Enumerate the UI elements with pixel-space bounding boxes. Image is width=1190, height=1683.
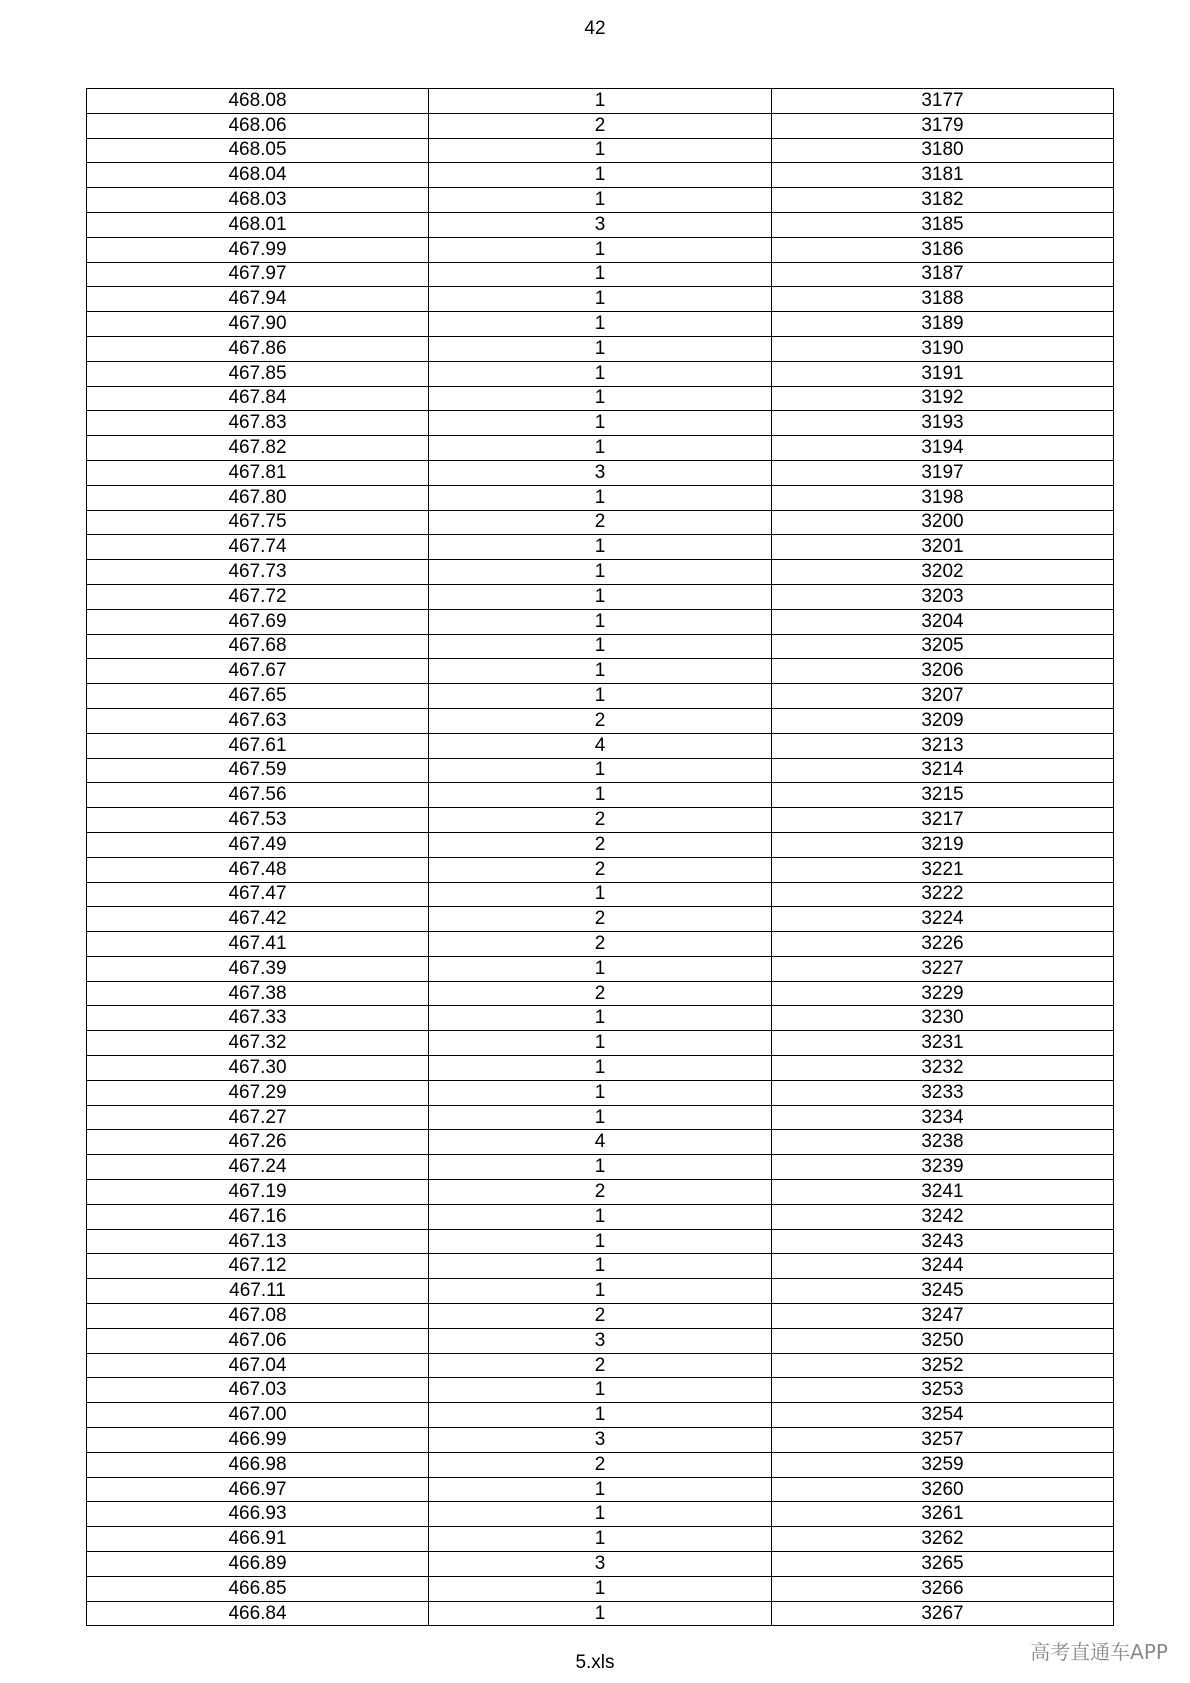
cumulative-cell: 3207: [772, 684, 1114, 709]
table-row: [87, 832, 1114, 857]
score-cell: 467.26: [87, 1130, 429, 1155]
count-cell: 1: [429, 684, 772, 709]
score-cell: 467.03: [87, 1378, 429, 1403]
score-cell: 467.06: [87, 1328, 429, 1353]
cumulative-cell: 3267: [772, 1601, 1114, 1626]
cumulative-cell: 3209: [772, 708, 1114, 733]
table-row: [87, 857, 1114, 882]
table-row: [87, 584, 1114, 609]
cumulative-cell: 3219: [772, 832, 1114, 857]
count-cell: 1: [429, 783, 772, 808]
score-cell: 467.19: [87, 1180, 429, 1205]
cumulative-cell: 3226: [772, 932, 1114, 957]
table-row: [87, 1304, 1114, 1329]
count-cell: 1: [429, 1056, 772, 1081]
score-cell: 466.91: [87, 1527, 429, 1552]
score-cell: 467.29: [87, 1080, 429, 1105]
table-row: [87, 1254, 1114, 1279]
score-cell: 467.49: [87, 832, 429, 857]
score-cell: 467.73: [87, 560, 429, 585]
table-row: [87, 535, 1114, 560]
count-cell: 1: [429, 1502, 772, 1527]
table-row: [87, 1601, 1114, 1626]
cumulative-cell: 3198: [772, 485, 1114, 510]
table-row: [87, 312, 1114, 337]
score-cell: 467.53: [87, 808, 429, 833]
table-row: [87, 1130, 1114, 1155]
score-cell: 467.16: [87, 1204, 429, 1229]
count-cell: 1: [429, 89, 772, 114]
cumulative-cell: 3177: [772, 89, 1114, 114]
score-cell: 467.38: [87, 981, 429, 1006]
score-cell: 466.85: [87, 1576, 429, 1601]
count-cell: 1: [429, 1080, 772, 1105]
score-cell: 466.97: [87, 1477, 429, 1502]
score-cell: 467.56: [87, 783, 429, 808]
score-cell: 467.13: [87, 1229, 429, 1254]
score-cell: 467.86: [87, 336, 429, 361]
table-row: [87, 609, 1114, 634]
count-cell: 1: [429, 411, 772, 436]
score-distribution-table: [86, 88, 1114, 1626]
count-cell: 1: [429, 1006, 772, 1031]
cumulative-cell: 3186: [772, 237, 1114, 262]
score-cell: 468.04: [87, 163, 429, 188]
cumulative-cell: 3254: [772, 1403, 1114, 1428]
table-row: [87, 1378, 1114, 1403]
score-cell: 466.99: [87, 1428, 429, 1453]
count-cell: 1: [429, 560, 772, 585]
score-cell: 467.90: [87, 312, 429, 337]
count-cell: 1: [429, 262, 772, 287]
table-row: [87, 1229, 1114, 1254]
cumulative-cell: 3232: [772, 1056, 1114, 1081]
count-cell: 2: [429, 708, 772, 733]
table-row: [87, 1403, 1114, 1428]
table-row: [87, 460, 1114, 485]
table-row: [87, 436, 1114, 461]
score-cell: 466.84: [87, 1601, 429, 1626]
table-row: [87, 956, 1114, 981]
count-cell: 1: [429, 287, 772, 312]
score-cell: 467.94: [87, 287, 429, 312]
count-cell: 3: [429, 460, 772, 485]
cumulative-cell: 3181: [772, 163, 1114, 188]
table-row: [87, 485, 1114, 510]
score-cell: 467.83: [87, 411, 429, 436]
cumulative-cell: 3201: [772, 535, 1114, 560]
count-cell: 3: [429, 1552, 772, 1577]
table-row: [87, 634, 1114, 659]
count-cell: 1: [429, 138, 772, 163]
cumulative-cell: 3205: [772, 634, 1114, 659]
count-cell: 1: [429, 237, 772, 262]
count-cell: 1: [429, 1403, 772, 1428]
cumulative-cell: 3261: [772, 1502, 1114, 1527]
page-number: 42: [584, 18, 606, 39]
cumulative-cell: 3250: [772, 1328, 1114, 1353]
score-cell: 467.30: [87, 1056, 429, 1081]
count-cell: 2: [429, 1353, 772, 1378]
table-row: [87, 758, 1114, 783]
table-row: [87, 1204, 1114, 1229]
count-cell: 1: [429, 188, 772, 213]
table-row: [87, 138, 1114, 163]
count-cell: 2: [429, 981, 772, 1006]
count-cell: 2: [429, 907, 772, 932]
score-cell: 467.08: [87, 1304, 429, 1329]
cumulative-cell: 3239: [772, 1155, 1114, 1180]
table-row: [87, 188, 1114, 213]
count-cell: 1: [429, 361, 772, 386]
count-cell: 2: [429, 1304, 772, 1329]
score-cell: 467.84: [87, 386, 429, 411]
table-row: [87, 386, 1114, 411]
cumulative-cell: 3247: [772, 1304, 1114, 1329]
cumulative-cell: 3214: [772, 758, 1114, 783]
count-cell: 1: [429, 956, 772, 981]
cumulative-cell: 3227: [772, 956, 1114, 981]
table-row: [87, 361, 1114, 386]
score-cell: 466.98: [87, 1452, 429, 1477]
count-cell: 1: [429, 882, 772, 907]
score-cell: 467.59: [87, 758, 429, 783]
table-row: [87, 882, 1114, 907]
score-cell: 467.81: [87, 460, 429, 485]
table-row: [87, 1353, 1114, 1378]
table-row: [87, 1576, 1114, 1601]
cumulative-cell: 3182: [772, 188, 1114, 213]
cumulative-cell: 3260: [772, 1477, 1114, 1502]
count-cell: 1: [429, 312, 772, 337]
count-cell: 1: [429, 386, 772, 411]
cumulative-cell: 3204: [772, 609, 1114, 634]
count-cell: 1: [429, 1031, 772, 1056]
cumulative-cell: 3243: [772, 1229, 1114, 1254]
cumulative-cell: 3189: [772, 312, 1114, 337]
score-cell: 467.82: [87, 436, 429, 461]
table-row: [87, 1527, 1114, 1552]
cumulative-cell: 3202: [772, 560, 1114, 585]
table-row: [87, 510, 1114, 535]
cumulative-cell: 3242: [772, 1204, 1114, 1229]
table-row: [87, 237, 1114, 262]
count-cell: 2: [429, 510, 772, 535]
cumulative-cell: 3265: [772, 1552, 1114, 1577]
table-row: [87, 1006, 1114, 1031]
count-cell: 2: [429, 932, 772, 957]
count-cell: 1: [429, 1229, 772, 1254]
table-row: [87, 212, 1114, 237]
cumulative-cell: 3253: [772, 1378, 1114, 1403]
cumulative-cell: 3192: [772, 386, 1114, 411]
count-cell: 2: [429, 1452, 772, 1477]
score-cell: 467.85: [87, 361, 429, 386]
count-cell: 1: [429, 1477, 772, 1502]
cumulative-cell: 3259: [772, 1452, 1114, 1477]
table-row: [87, 1477, 1114, 1502]
count-cell: 1: [429, 584, 772, 609]
score-cell: 467.48: [87, 857, 429, 882]
score-cell: 467.41: [87, 932, 429, 957]
table-row: [87, 733, 1114, 758]
footer-filename: 5.xls: [575, 1652, 615, 1673]
cumulative-cell: 3231: [772, 1031, 1114, 1056]
table-row: [87, 1080, 1114, 1105]
score-cell: 467.69: [87, 609, 429, 634]
cumulative-cell: 3224: [772, 907, 1114, 932]
table-body: [87, 89, 1114, 1626]
watermark: 高考直通车APP: [1030, 1640, 1168, 1664]
count-cell: 1: [429, 634, 772, 659]
cumulative-cell: 3230: [772, 1006, 1114, 1031]
score-cell: 467.42: [87, 907, 429, 932]
cumulative-cell: 3257: [772, 1428, 1114, 1453]
score-cell: 467.65: [87, 684, 429, 709]
count-cell: 3: [429, 1328, 772, 1353]
count-cell: 1: [429, 1527, 772, 1552]
score-cell: 467.72: [87, 584, 429, 609]
score-cell: 467.75: [87, 510, 429, 535]
count-cell: 2: [429, 113, 772, 138]
table-row: [87, 1155, 1114, 1180]
score-cell: 467.04: [87, 1353, 429, 1378]
score-cell: 467.67: [87, 659, 429, 684]
count-cell: 1: [429, 1601, 772, 1626]
table-row: [87, 1452, 1114, 1477]
score-cell: 467.99: [87, 237, 429, 262]
count-cell: 2: [429, 832, 772, 857]
table-row: [87, 560, 1114, 585]
score-cell: 467.12: [87, 1254, 429, 1279]
cumulative-cell: 3213: [772, 733, 1114, 758]
count-cell: 1: [429, 436, 772, 461]
table-row: [87, 262, 1114, 287]
count-cell: 2: [429, 808, 772, 833]
cumulative-cell: 3222: [772, 882, 1114, 907]
cumulative-cell: 3179: [772, 113, 1114, 138]
cumulative-cell: 3188: [772, 287, 1114, 312]
cumulative-cell: 3197: [772, 460, 1114, 485]
cumulative-cell: 3191: [772, 361, 1114, 386]
score-cell: 467.47: [87, 882, 429, 907]
table-row: [87, 1105, 1114, 1130]
score-cell: 468.08: [87, 89, 429, 114]
cumulative-cell: 3215: [772, 783, 1114, 808]
cumulative-cell: 3238: [772, 1130, 1114, 1155]
cumulative-cell: 3229: [772, 981, 1114, 1006]
cumulative-cell: 3200: [772, 510, 1114, 535]
table-row: [87, 1502, 1114, 1527]
score-cell: 467.11: [87, 1279, 429, 1304]
cumulative-cell: 3185: [772, 212, 1114, 237]
score-cell: 467.39: [87, 956, 429, 981]
cumulative-cell: 3241: [772, 1180, 1114, 1205]
count-cell: 1: [429, 659, 772, 684]
table-row: [87, 684, 1114, 709]
count-cell: 1: [429, 535, 772, 560]
cumulative-cell: 3187: [772, 262, 1114, 287]
table-row: [87, 113, 1114, 138]
score-cell: 467.80: [87, 485, 429, 510]
score-cell: 467.24: [87, 1155, 429, 1180]
count-cell: 1: [429, 485, 772, 510]
count-cell: 4: [429, 733, 772, 758]
cumulative-cell: 3252: [772, 1353, 1114, 1378]
score-cell: 466.89: [87, 1552, 429, 1577]
count-cell: 1: [429, 1105, 772, 1130]
table-row: [87, 336, 1114, 361]
score-cell: 468.05: [87, 138, 429, 163]
score-cell: 467.32: [87, 1031, 429, 1056]
count-cell: 1: [429, 758, 772, 783]
count-cell: 2: [429, 1180, 772, 1205]
cumulative-cell: 3234: [772, 1105, 1114, 1130]
cumulative-cell: 3262: [772, 1527, 1114, 1552]
cumulative-cell: 3221: [772, 857, 1114, 882]
table-row: [87, 708, 1114, 733]
table-row: [87, 1031, 1114, 1056]
table-row: [87, 89, 1114, 114]
score-cell: 467.00: [87, 1403, 429, 1428]
score-cell: 467.27: [87, 1105, 429, 1130]
cumulative-cell: 3217: [772, 808, 1114, 833]
count-cell: 1: [429, 336, 772, 361]
cumulative-cell: 3190: [772, 336, 1114, 361]
cumulative-cell: 3180: [772, 138, 1114, 163]
count-cell: 1: [429, 1378, 772, 1403]
table-row: [87, 907, 1114, 932]
count-cell: 1: [429, 1155, 772, 1180]
count-cell: 1: [429, 1279, 772, 1304]
score-cell: 467.33: [87, 1006, 429, 1031]
score-cell: 466.93: [87, 1502, 429, 1527]
table-row: [87, 287, 1114, 312]
cumulative-cell: 3193: [772, 411, 1114, 436]
table-row: [87, 783, 1114, 808]
table-row: [87, 808, 1114, 833]
score-cell: 467.68: [87, 634, 429, 659]
count-cell: 4: [429, 1130, 772, 1155]
count-cell: 1: [429, 1254, 772, 1279]
score-cell: 467.97: [87, 262, 429, 287]
table-row: [87, 1279, 1114, 1304]
cumulative-cell: 3206: [772, 659, 1114, 684]
table-row: [87, 1180, 1114, 1205]
count-cell: 2: [429, 857, 772, 882]
score-cell: 468.01: [87, 212, 429, 237]
cumulative-cell: 3245: [772, 1279, 1114, 1304]
table-row: [87, 163, 1114, 188]
score-cell: 468.06: [87, 113, 429, 138]
count-cell: 3: [429, 212, 772, 237]
cumulative-cell: 3194: [772, 436, 1114, 461]
table-row: [87, 932, 1114, 957]
table-row: [87, 981, 1114, 1006]
count-cell: 1: [429, 609, 772, 634]
cumulative-cell: 3266: [772, 1576, 1114, 1601]
cumulative-cell: 3203: [772, 584, 1114, 609]
table-row: [87, 1056, 1114, 1081]
table-row: [87, 659, 1114, 684]
count-cell: 3: [429, 1428, 772, 1453]
table-row: [87, 1428, 1114, 1453]
count-cell: 1: [429, 1576, 772, 1601]
cumulative-cell: 3244: [772, 1254, 1114, 1279]
score-cell: 467.63: [87, 708, 429, 733]
table-row: [87, 1328, 1114, 1353]
score-cell: 468.03: [87, 188, 429, 213]
score-cell: 467.74: [87, 535, 429, 560]
cumulative-cell: 3233: [772, 1080, 1114, 1105]
count-cell: 1: [429, 1204, 772, 1229]
score-cell: 467.61: [87, 733, 429, 758]
count-cell: 1: [429, 163, 772, 188]
table-row: [87, 1552, 1114, 1577]
table-row: [87, 411, 1114, 436]
